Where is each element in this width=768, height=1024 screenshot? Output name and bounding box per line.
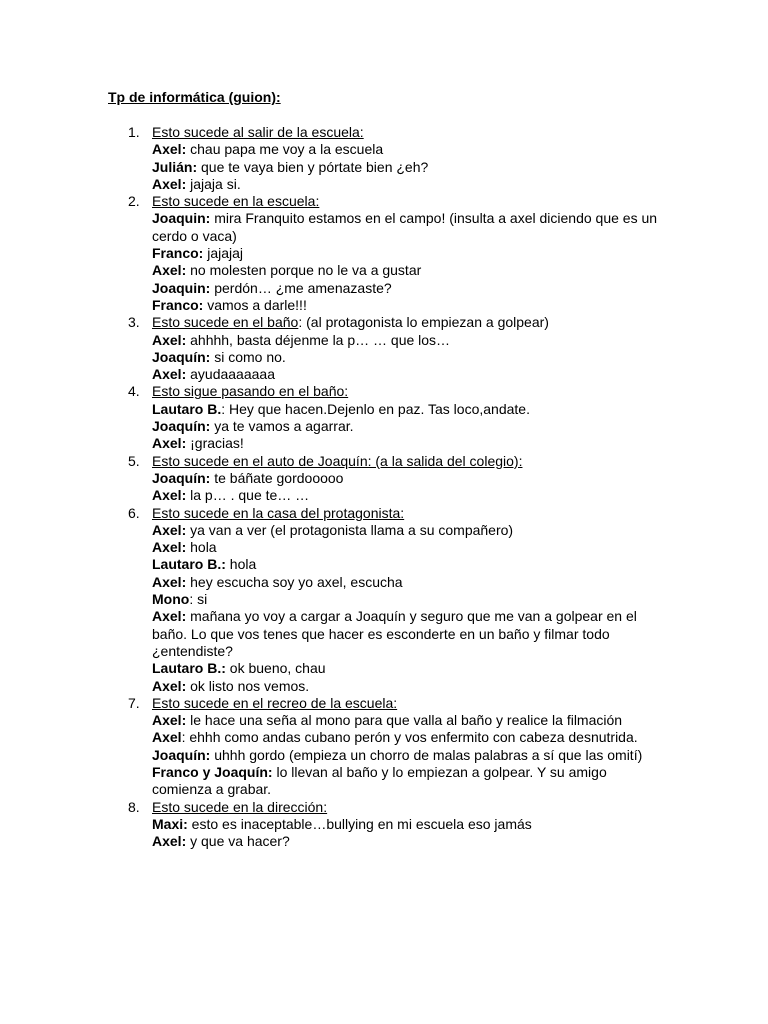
dialog-line [152, 522, 662, 539]
dialog-line [152, 574, 662, 591]
scene-number: 1. [128, 124, 140, 140]
dialog-line [152, 833, 662, 850]
dialog-text: ¡gracias! [186, 435, 244, 452]
speaker-name: Axel: [152, 608, 187, 625]
dialog-text: uhhh gordo (empieza un chorro de malas palabras a sí que las omití) [210, 746, 643, 763]
dialog-line [152, 401, 662, 418]
dialog-line [152, 470, 662, 487]
scene-body [152, 799, 662, 851]
dialog-text: jajajaj [203, 245, 244, 262]
dialog-line [152, 418, 662, 435]
dialog-text: perdón… ¿me amenazaste? [210, 279, 392, 296]
scene-item [0, 695, 768, 799]
speaker-name: Axel: [152, 833, 187, 850]
speaker-name: Lautaro B.: [152, 660, 226, 677]
scene-body [152, 124, 662, 193]
scene-heading-note: : (al protagonista lo empiezan a golpear) [298, 314, 549, 331]
speaker-name: Franco: [152, 245, 204, 262]
speaker-name: Joaquín: [152, 469, 211, 486]
dialog-text: mira Franquito estamos en el campo! (insulta a axel diciendo que es un cerdo o vaca) [152, 210, 658, 244]
scene-heading-text: Esto sucede en la casa del protagonista: [152, 504, 405, 521]
dialog-text: ok bueno, chau [225, 660, 326, 677]
dialog-text: : ehhh como andas cubano perón y vos enfermito con cabeza desnutrida. [181, 729, 638, 746]
document-title: Tp de informática (guion): [108, 89, 281, 105]
dialog-text: ya te vamos a agarrar. [210, 418, 354, 435]
dialog-text: lo llevan al baño y lo empiezan a golpear. Y su amigo comienza a grabar. [152, 763, 607, 798]
scene-heading [152, 453, 662, 470]
scene-item [0, 314, 768, 383]
speaker-name: Axel: [152, 712, 187, 729]
speaker-name: Axel: [152, 366, 187, 383]
scene-body [152, 695, 662, 799]
speaker-name: Maxi: [152, 815, 188, 832]
dialog-line [152, 297, 662, 314]
speaker-name: Joaquin: [152, 279, 211, 296]
scene-item [0, 383, 768, 452]
scene-number: 2. [128, 193, 140, 210]
scene-heading-text: Esto sucede en el auto de Joaquín: (a la salida del colegio): [152, 452, 523, 469]
scene-list [0, 124, 768, 850]
scene-body [152, 453, 662, 505]
dialog-line [152, 660, 662, 677]
scene-heading-text: Esto sucede al salir de la escuela: [152, 124, 364, 140]
speaker-name: Julián: [152, 158, 198, 175]
scene-body [152, 505, 662, 695]
dialog-line [152, 678, 662, 695]
dialog-text: hey escucha soy yo axel, escucha [186, 573, 403, 590]
speaker-name: Axel: [152, 677, 187, 694]
scene-body [152, 314, 662, 383]
dialog-text: esto es inaceptable…bullying en mi escuela eso jamás [187, 815, 532, 832]
speaker-name: Joaquín: [152, 418, 211, 435]
dialog-line [152, 556, 662, 573]
scene-item [0, 799, 768, 851]
dialog-line [152, 747, 662, 764]
speaker-name: Axel: [152, 573, 187, 590]
speaker-name: Axel: [152, 262, 187, 279]
speaker-name: Axel: [152, 175, 187, 192]
dialog-line [152, 349, 662, 366]
scene-number: 3. [128, 314, 140, 331]
scene-heading [152, 124, 662, 141]
scene-heading-text: Esto sucede en el baño [152, 314, 299, 331]
scene-heading [152, 505, 662, 522]
dialog-line [152, 245, 662, 262]
dialog-text: le hace una seña al mono para que valla al baño y realice la filmación [186, 712, 623, 729]
speaker-name: Axel: [152, 141, 187, 158]
scene-heading-text: Esto sigue pasando en el baño: [152, 383, 349, 400]
scene-number: 4. [128, 383, 140, 400]
dialog-line [152, 608, 662, 660]
dialog-text: ahhhh, basta déjenme la p… … que los… [186, 331, 451, 348]
scene-item [0, 505, 768, 695]
scene-body [152, 193, 662, 314]
dialog-text: : Hey que hacen.Dejenlo en paz. Tas loco,andate. [221, 400, 530, 417]
speaker-name: Joaquín: [152, 348, 211, 365]
dialog-text: mañana yo voy a cargar a Joaquín y seguro que me van a golpear en el baño. Lo que vos tenes que hacer es esconderte en un baño y filmar todo ¿entendiste? [152, 608, 637, 659]
dialog-text: ayudaaaaaaa [186, 366, 275, 383]
dialog-text: la p… . que te… … [186, 487, 310, 504]
speaker-name: Franco y Joaquín: [152, 763, 273, 780]
dialog-line [152, 816, 662, 833]
scene-item [0, 453, 768, 505]
dialog-text: y que va hacer? [186, 833, 290, 850]
speaker-name: Joaquin: [152, 210, 211, 227]
dialog-line [152, 591, 662, 608]
speaker-name: Axel: [152, 521, 187, 538]
dialog-line [152, 712, 662, 729]
dialog-text: hola [186, 539, 217, 556]
scene-heading [152, 799, 662, 816]
scene-heading [152, 383, 662, 400]
speaker-name: Axel [152, 729, 182, 746]
scene-heading-text: Esto sucede en el recreo de la escuela: [152, 694, 398, 711]
speaker-name: Lautaro B.: [152, 556, 226, 573]
dialog-text: no molesten porque no le va a gustar [186, 262, 422, 279]
dialog-line [152, 176, 662, 193]
dialog-text: que te vaya bien y pórtate bien ¿eh? [197, 158, 429, 175]
speaker-name: Axel: [152, 435, 187, 452]
dialog-text: jajaja si. [186, 175, 241, 192]
scene-heading [152, 314, 662, 331]
dialog-text: chau papa me voy a la escuela [186, 141, 384, 158]
scene-heading-text: Esto sucede en la dirección: [152, 798, 328, 815]
speaker-name: Axel: [152, 539, 187, 556]
speaker-name: Axel: [152, 487, 187, 504]
dialog-text: si como no. [210, 348, 286, 365]
dialog-text: hola [225, 556, 257, 573]
speaker-name: Joaquín: [152, 746, 211, 763]
dialog-line [152, 262, 662, 279]
dialog-line [152, 141, 662, 158]
scene-number: 7. [128, 694, 140, 711]
scene-heading-text: Esto sucede en la escuela: [152, 193, 320, 210]
dialog-text: ok listo nos vemos. [186, 677, 310, 694]
scene-body [152, 383, 662, 452]
dialog-text: te báñate gordooooo [210, 469, 344, 486]
dialog-line [152, 332, 662, 349]
dialog-line [152, 729, 662, 746]
dialog-text: : si [189, 591, 208, 608]
dialog-text: vamos a darle!!! [203, 296, 307, 313]
scene-number: 8. [128, 798, 140, 815]
scene-item [0, 193, 768, 314]
speaker-name: Lautaro B. [152, 400, 222, 417]
dialog-line [152, 159, 662, 176]
dialog-line [152, 539, 662, 556]
dialog-line [152, 487, 662, 504]
dialog-line [152, 435, 662, 452]
scene-number: 6. [128, 504, 140, 521]
scene-number: 5. [128, 452, 140, 469]
speaker-name: Axel: [152, 331, 187, 348]
scene-heading [152, 193, 662, 210]
scene-heading [152, 695, 662, 712]
dialog-line [152, 764, 662, 799]
dialog-line [152, 366, 662, 383]
dialog-line [152, 210, 662, 245]
dialog-text: ya van a ver (el protagonista llama a su compañero) [186, 521, 514, 538]
speaker-name: Mono [152, 591, 190, 608]
scene-item [0, 124, 768, 193]
speaker-name: Franco: [152, 296, 204, 313]
dialog-line [152, 280, 662, 297]
